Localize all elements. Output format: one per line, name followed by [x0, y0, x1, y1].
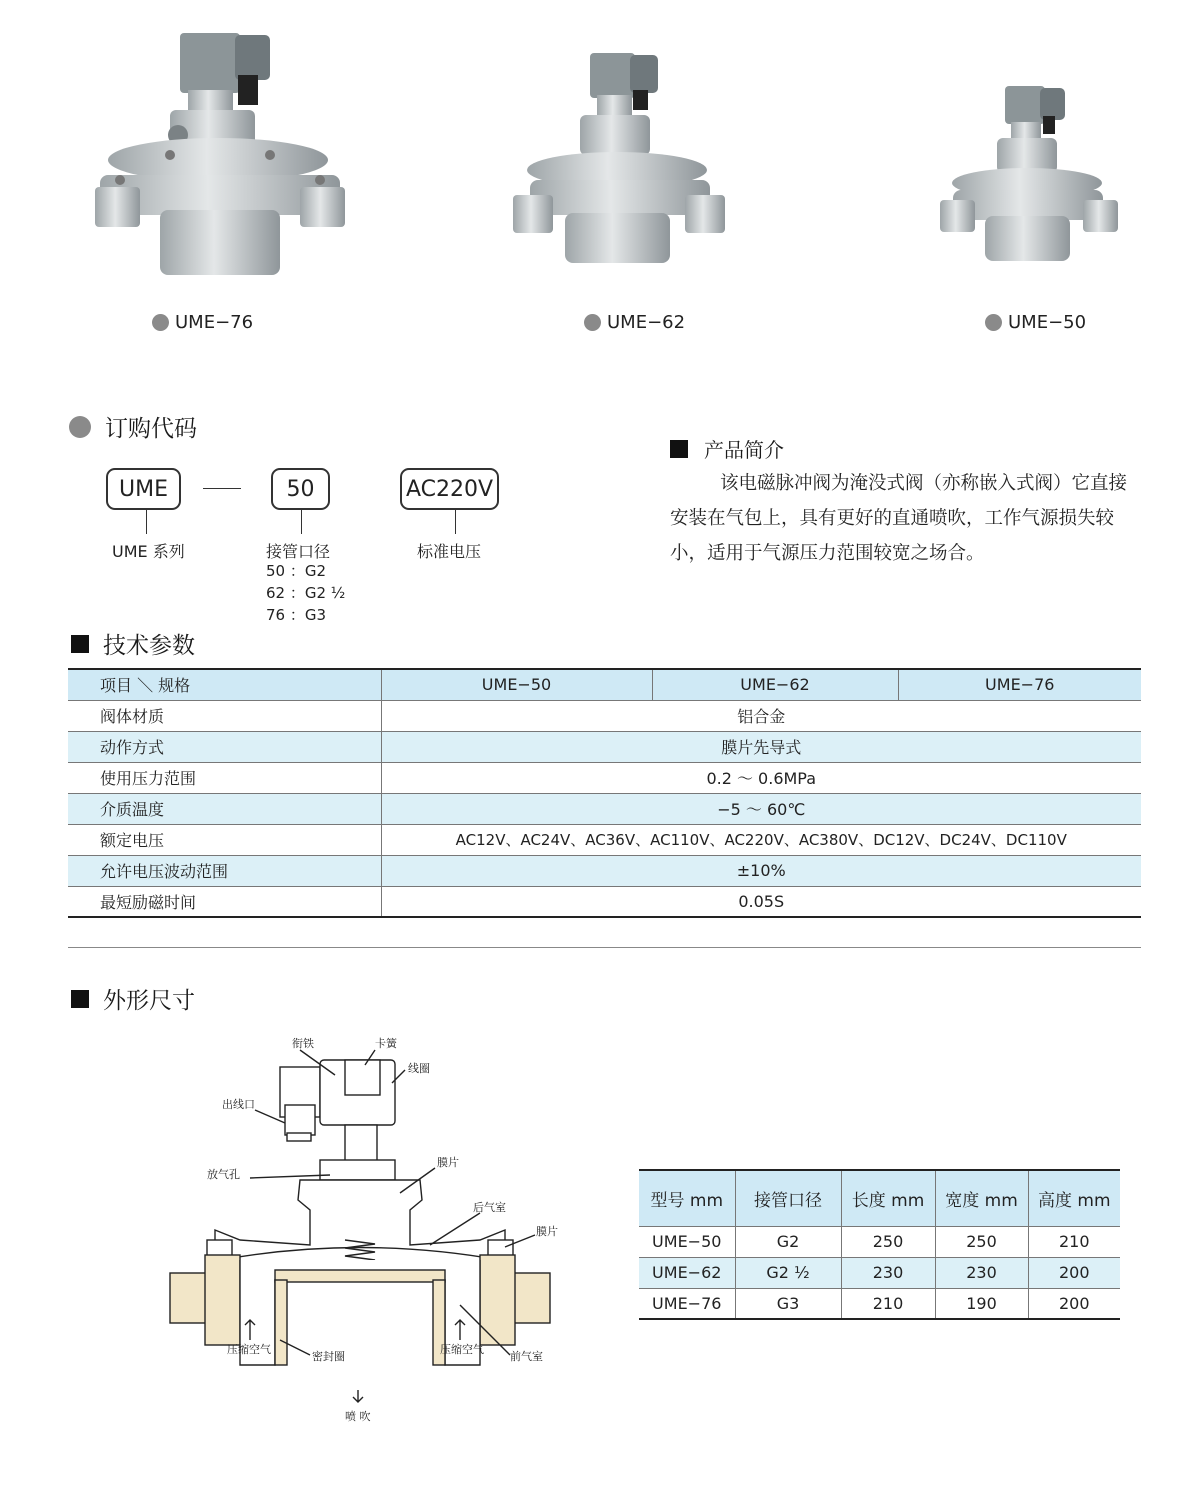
bullet-icon	[69, 416, 91, 438]
size-option: 62 ：G2 ½	[266, 584, 346, 602]
dims-header-cell: 高度 mm	[1028, 1170, 1120, 1226]
caption-text: UME−50	[1008, 312, 1087, 333]
intro-text	[670, 466, 1140, 571]
caption-text: UME−76	[175, 312, 254, 333]
diagram-label-spring: 卡簧	[375, 1037, 397, 1050]
dims-header-row	[639, 1170, 1120, 1226]
dims-cell: UME−76	[639, 1288, 735, 1319]
dims-header-cell: 长度 mm	[841, 1170, 935, 1226]
dims-cell: 250	[935, 1226, 1028, 1257]
table-row	[68, 886, 1141, 917]
spec-value: 0.05S	[381, 886, 1141, 917]
order-code-title	[69, 410, 197, 443]
diagram-label-diaphragm-2: 膜片	[536, 1225, 558, 1238]
spec-value: 膜片先导式	[381, 731, 1141, 762]
dims-cell: 200	[1028, 1288, 1120, 1319]
spec-header-cell: UME−50	[381, 669, 652, 700]
valve-cross-section-diagram	[160, 1035, 580, 1435]
spec-header-cell: 项目 ＼ 规格	[68, 669, 381, 700]
dims-cell: G3	[735, 1288, 841, 1319]
table-row	[68, 793, 1141, 824]
diagram-label-air-left: 压缩空气	[227, 1343, 271, 1356]
caption-ume-76	[152, 312, 253, 333]
dims-header-cell: 接管口径	[735, 1170, 841, 1226]
section-title-text: 订购代码	[105, 416, 197, 442]
dims-cell: 250	[841, 1226, 935, 1257]
spec-label: 使用压力范围	[68, 762, 381, 793]
table-row	[68, 824, 1141, 855]
dims-cell: G2	[735, 1226, 841, 1257]
spec-label: 额定电压	[68, 824, 381, 855]
spec-value: AC12V、AC24V、AC36V、AC110V、AC220V、AC380V、DC12V、DC24V、DC110V	[381, 824, 1141, 855]
diagram-label-coil: 线圈	[408, 1062, 430, 1075]
dims-cell: 200	[1028, 1257, 1120, 1288]
caption-text: UME−62	[607, 312, 686, 333]
connector-line	[146, 510, 147, 534]
dims-cell: UME−50	[639, 1226, 735, 1257]
dims-cell: UME−62	[639, 1257, 735, 1288]
caption-ume-62	[584, 312, 685, 333]
dims-cell: 230	[935, 1257, 1028, 1288]
square-bullet-icon	[670, 440, 688, 458]
table-row	[68, 731, 1141, 762]
diagram-label-outlet: 出线口	[222, 1098, 255, 1111]
spec-title	[71, 627, 195, 660]
valve-image-ume-76	[60, 15, 390, 305]
table-row	[68, 762, 1141, 793]
table-row	[639, 1226, 1120, 1257]
diagram-label-diaphragm-1: 膜片	[437, 1156, 459, 1169]
dims-cell: 210	[841, 1288, 935, 1319]
size-option: 76 ：G3	[266, 606, 327, 624]
diagram-label-front-chamber: 前气室	[510, 1350, 543, 1363]
table-row	[68, 855, 1141, 886]
spec-label: 介质温度	[68, 793, 381, 824]
table-row	[639, 1257, 1120, 1288]
connector-line	[301, 510, 302, 534]
bullet-icon	[584, 314, 601, 331]
code-dash	[203, 488, 241, 489]
spec-label: 动作方式	[68, 731, 381, 762]
voltage-code-box: AC220V	[400, 468, 499, 510]
spec-value: −5 ～ 60℃	[381, 793, 1141, 824]
diagram-label-blow: 喷 吹	[345, 1410, 371, 1423]
section-title-text: 外形尺寸	[103, 988, 195, 1014]
diagram-label-rear-chamber: 后气室	[473, 1201, 506, 1214]
spec-label: 阀体材质	[68, 700, 381, 731]
size-code-box: 50	[271, 468, 330, 510]
dims-cell: 190	[935, 1288, 1028, 1319]
spec-header-cell: UME−76	[898, 669, 1141, 700]
square-bullet-icon	[71, 635, 89, 653]
spec-value: ±10%	[381, 855, 1141, 886]
dimensions-table	[639, 1169, 1120, 1320]
spec-label: 允许电压波动范围	[68, 855, 381, 886]
spec-header-row	[68, 669, 1141, 700]
dims-header-cell: 宽度 mm	[935, 1170, 1028, 1226]
section-title-text: 技术参数	[103, 633, 195, 659]
dims-cell: 230	[841, 1257, 935, 1288]
diagram-label-armature: 衔铁	[292, 1037, 314, 1050]
connector-line	[455, 510, 456, 534]
valve-image-ume-50	[935, 78, 1125, 273]
table-row	[639, 1288, 1120, 1319]
dimensions-title	[71, 982, 195, 1015]
square-bullet-icon	[71, 990, 89, 1008]
spec-label: 最短励磁时间	[68, 886, 381, 917]
size-option: 50 ：G2	[266, 562, 327, 580]
spec-value: 0.2 ～ 0.6MPa	[381, 762, 1141, 793]
divider	[68, 947, 1141, 948]
intro-paragraph: 该电磁脉冲阀为淹没式阀（亦称嵌入式阀）它直接安装在气包上，具有更好的直通喷吹，工作气源损失较小，适用于气源压力范围较宽之场合。	[670, 473, 1128, 564]
voltage-label: 标准电压	[417, 542, 482, 561]
dims-cell: 210	[1028, 1226, 1120, 1257]
diagram-label-seal: 密封圈	[312, 1350, 345, 1363]
table-row	[68, 700, 1141, 731]
caption-ume-50	[985, 312, 1086, 333]
bullet-icon	[985, 314, 1002, 331]
valve-image-ume-62	[505, 45, 735, 275]
spec-table	[68, 668, 1141, 918]
size-options-clip	[266, 560, 386, 624]
dims-cell: G2 ½	[735, 1257, 841, 1288]
series-label: UME 系列	[112, 542, 185, 561]
intro-title	[670, 434, 784, 463]
diagram-label-vent: 放气孔	[207, 1168, 240, 1181]
bullet-icon	[152, 314, 169, 331]
spec-header-cell: UME−62	[652, 669, 898, 700]
dims-header-cell: 型号 mm	[639, 1170, 735, 1226]
size-label: 接管口径	[266, 542, 331, 561]
section-title-text: 产品简介	[704, 438, 784, 462]
spec-value: 铝合金	[381, 700, 1141, 731]
series-code-box: UME	[106, 468, 181, 510]
diagram-label-air-right: 压缩空气	[440, 1343, 484, 1356]
